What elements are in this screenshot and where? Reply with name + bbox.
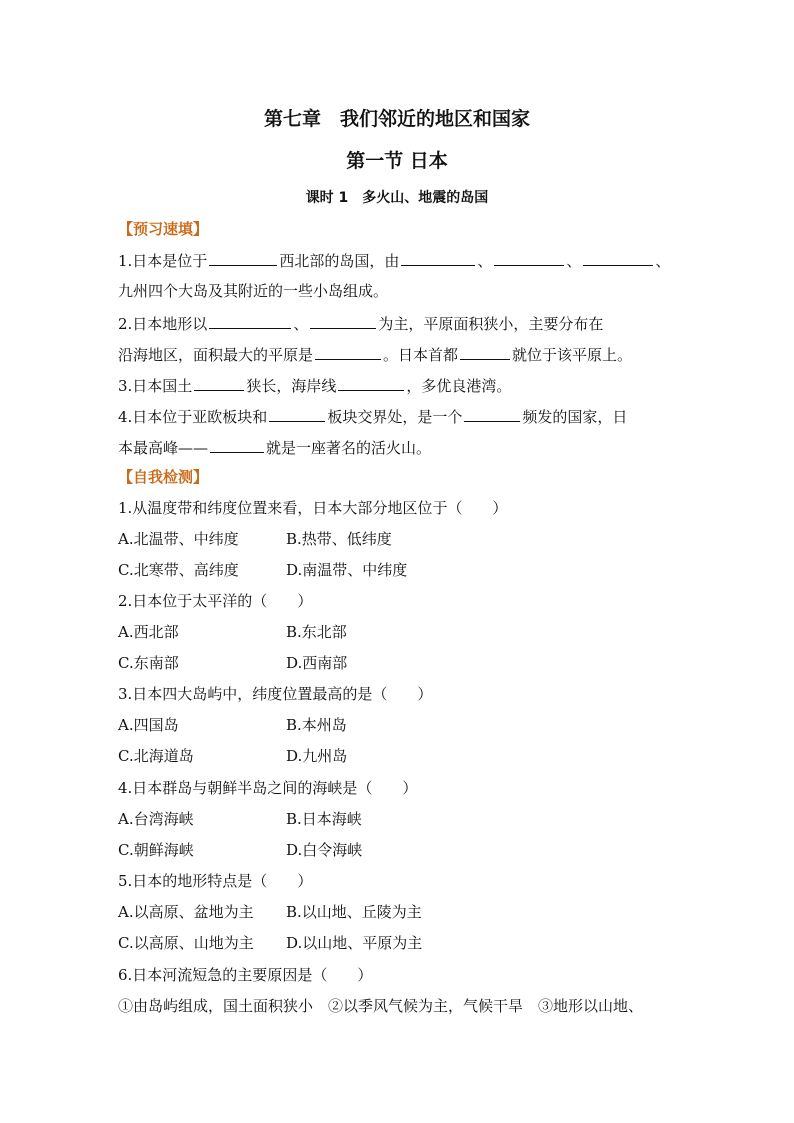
blank: [269, 405, 325, 422]
blank: [338, 374, 404, 391]
option-1a: A.北温带、中纬度: [118, 530, 239, 548]
option-1d: D.南温带、中纬度: [286, 561, 408, 579]
preview-heading: 【预习速填】: [118, 220, 209, 238]
option-4d: D.白令海峡: [286, 841, 363, 859]
lesson-title: 课时 1 多火山、地震的岛国: [305, 190, 489, 206]
option-5a: A.以高原、盆地为主: [118, 903, 254, 921]
question-3: 3.日本四大岛屿中，纬度位置最高的是（ ）: [118, 685, 433, 703]
option-3b: B.本州岛: [286, 716, 347, 734]
option-4b: B.日本海峡: [286, 810, 362, 828]
question-2: 2.日本位于太平洋的（ ）: [118, 592, 313, 610]
blank: [194, 374, 244, 391]
chapter-title: 第七章 我们邻近的地区和国家: [263, 108, 530, 130]
selftest-heading: 【自我检测】: [118, 468, 209, 486]
blank: [210, 436, 264, 453]
section-title: 第一节 日本: [346, 150, 448, 172]
blank: [401, 249, 475, 266]
blank: [464, 405, 520, 422]
blank: [583, 249, 653, 266]
preview-q4-line1: 4.日本位于亚欧板块和 板块交界处，是一个 频发的国家，日: [118, 405, 682, 427]
question-4: 4.日本群岛与朝鲜半岛之间的海峡是（ ）: [118, 779, 418, 797]
option-5b: B.以山地、丘陵为主: [286, 903, 422, 921]
option-2d: D.西南部: [286, 654, 348, 672]
option-2b: B.东北部: [286, 623, 347, 641]
option-3c: C.北海道岛: [118, 747, 194, 765]
question-6: 6.日本河流短急的主要原因是（ ）: [118, 966, 373, 984]
preview-q1-line2: 九州四个大岛及其附近的一些小岛组成。: [118, 282, 389, 300]
preview-q4-line2: 本最高峰—— 就是一座著名的活火山。: [118, 436, 682, 458]
option-3d: D.九州岛: [286, 747, 348, 765]
option-1b: B.热带、低纬度: [286, 530, 392, 548]
option-5d: D.以山地、平原为主: [286, 934, 423, 952]
option-3a: A.四国岛: [118, 716, 179, 734]
option-2c: C.东南部: [118, 654, 179, 672]
blank: [209, 312, 291, 329]
preview-q2-line2: 沿海地区，面积最大的平原是 。日本首都 就位于该平原上。: [118, 343, 682, 365]
blank: [460, 343, 510, 360]
question-1: 1.从温度带和纬度位置来看，日本大部分地区位于（ ）: [118, 499, 508, 517]
option-2a: A.西北部: [118, 623, 179, 641]
question-6-options: ①由岛屿组成，国土面积狭小 ②以季风气候为主，气候干旱 ③地形以山地、: [118, 997, 644, 1015]
blank: [310, 312, 376, 329]
preview-q3-line: 3.日本国土 狭长，海岸线 ，多优良港湾。: [118, 374, 682, 396]
question-5: 5.日本的地形特点是（ ）: [118, 872, 313, 890]
blank: [209, 249, 277, 266]
blank: [494, 249, 564, 266]
blank: [315, 343, 381, 360]
option-4c: C.朝鲜海峡: [118, 841, 194, 859]
option-1c: C.北寒带、高纬度: [118, 561, 239, 579]
preview-q1-line1: 1.日本是位于 西北部的岛国，由 、 、 、: [118, 249, 682, 271]
option-4a: A.台湾海峡: [118, 810, 194, 828]
preview-q2-line1: 2.日本地形以 、 为主，平原面积狭小，主要分布在: [118, 312, 682, 334]
option-5c: C.以高原、山地为主: [118, 934, 254, 952]
